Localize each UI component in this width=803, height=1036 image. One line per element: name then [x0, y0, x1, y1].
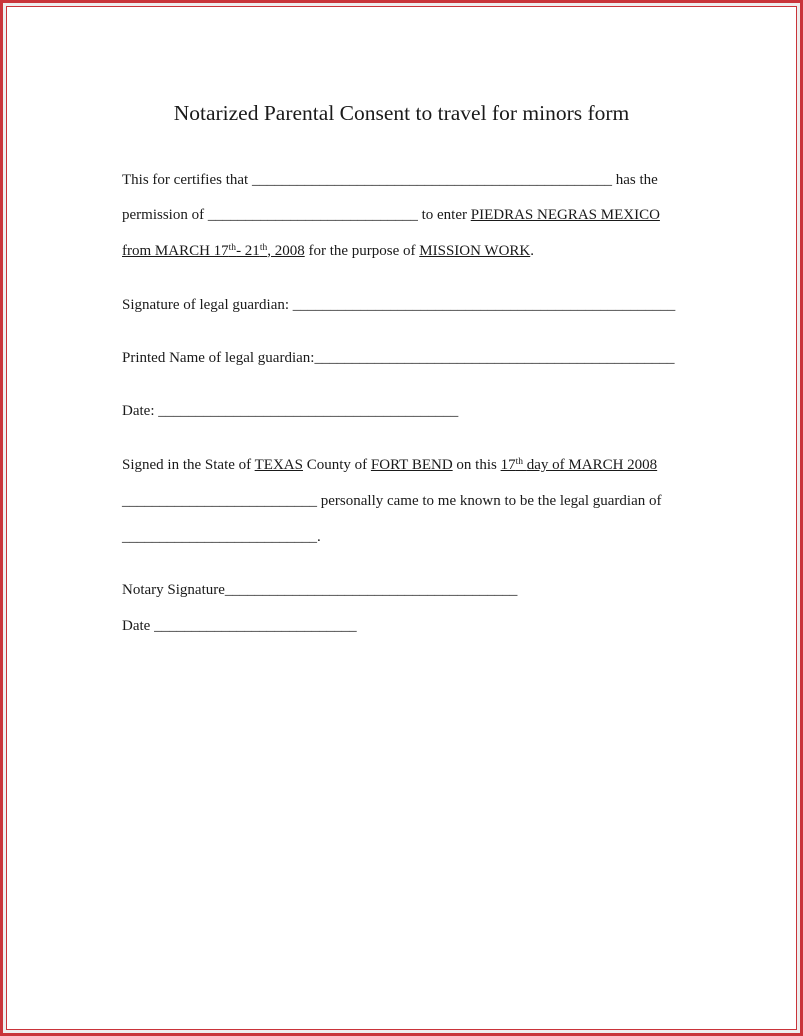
- minor-blank-period: .: [317, 529, 321, 545]
- parent-name-blank[interactable]: ____________________________: [207, 207, 418, 223]
- signed-day-value: [501, 457, 658, 473]
- personally-text: personally came to me known to be the legal guardian of: [320, 493, 662, 509]
- minor-name-blank[interactable]: ________________________________________________: [251, 172, 612, 188]
- notary-signature-blank[interactable]: _______________________________________: [224, 582, 518, 598]
- dates-line: [122, 241, 534, 261]
- date-start-text: from MARCH 17: [122, 243, 229, 259]
- date-blank[interactable]: ________________________________________: [158, 403, 459, 419]
- notary-date-line: [122, 616, 357, 636]
- date-label: Date:: [122, 403, 155, 419]
- notary-signature-line: [122, 580, 517, 600]
- county-lead: County of: [306, 457, 368, 473]
- travel-dates-value: [122, 243, 305, 259]
- appearing-person-blank[interactable]: __________________________: [122, 493, 317, 509]
- page-title: Notarized Parental Consent to travel for minors form: [173, 101, 630, 125]
- minor-blank[interactable]: __________________________: [122, 529, 317, 545]
- signed-day-sup: th: [515, 457, 523, 467]
- dates-period: .: [530, 243, 534, 259]
- certify-tail: has the: [615, 172, 658, 188]
- purpose-value: MISSION WORK: [419, 243, 531, 259]
- guardian-signature-line: [122, 295, 675, 315]
- permission-mid: to enter: [421, 207, 467, 223]
- signed-in-lead: Signed in the State of: [122, 457, 252, 473]
- signed-in-line: [122, 455, 657, 475]
- guardian-signature-label: Signature of legal guardian:: [122, 297, 290, 313]
- certify-lead: This for certifies that: [122, 172, 249, 188]
- destination-value: PIEDRAS NEGRAS MEXICO: [470, 207, 660, 223]
- notary-signature-label: Notary Signature: [122, 582, 225, 598]
- signed-day-rest: day of MARCH 2008: [526, 457, 658, 473]
- notary-date-label: Date: [122, 618, 151, 634]
- on-this-text: on this: [456, 457, 497, 473]
- permission-lead: permission of: [122, 207, 205, 223]
- date-line: [122, 401, 458, 421]
- date-end-sup: th: [259, 243, 268, 253]
- guardian-signature-blank[interactable]: ___________________________________________________: [292, 297, 676, 313]
- permission-line: [122, 205, 660, 225]
- signed-day: 17: [500, 457, 516, 473]
- personally-line: [122, 491, 661, 511]
- notary-date-blank[interactable]: ___________________________: [154, 618, 357, 634]
- purpose-lead: for the purpose of: [308, 243, 416, 259]
- certify-line: [122, 170, 658, 190]
- printed-name-blank[interactable]: ________________________________________________: [314, 350, 675, 366]
- minor-blank-line: [122, 527, 321, 547]
- date-sep: - 21: [236, 243, 260, 259]
- state-value: TEXAS: [254, 457, 303, 473]
- county-value: FORT BEND: [370, 457, 453, 473]
- printed-name-label: Printed Name of legal guardian:: [122, 350, 315, 366]
- printed-name-line: [122, 348, 674, 368]
- date-year: , 2008: [267, 243, 305, 259]
- date-start-sup: th: [228, 243, 237, 253]
